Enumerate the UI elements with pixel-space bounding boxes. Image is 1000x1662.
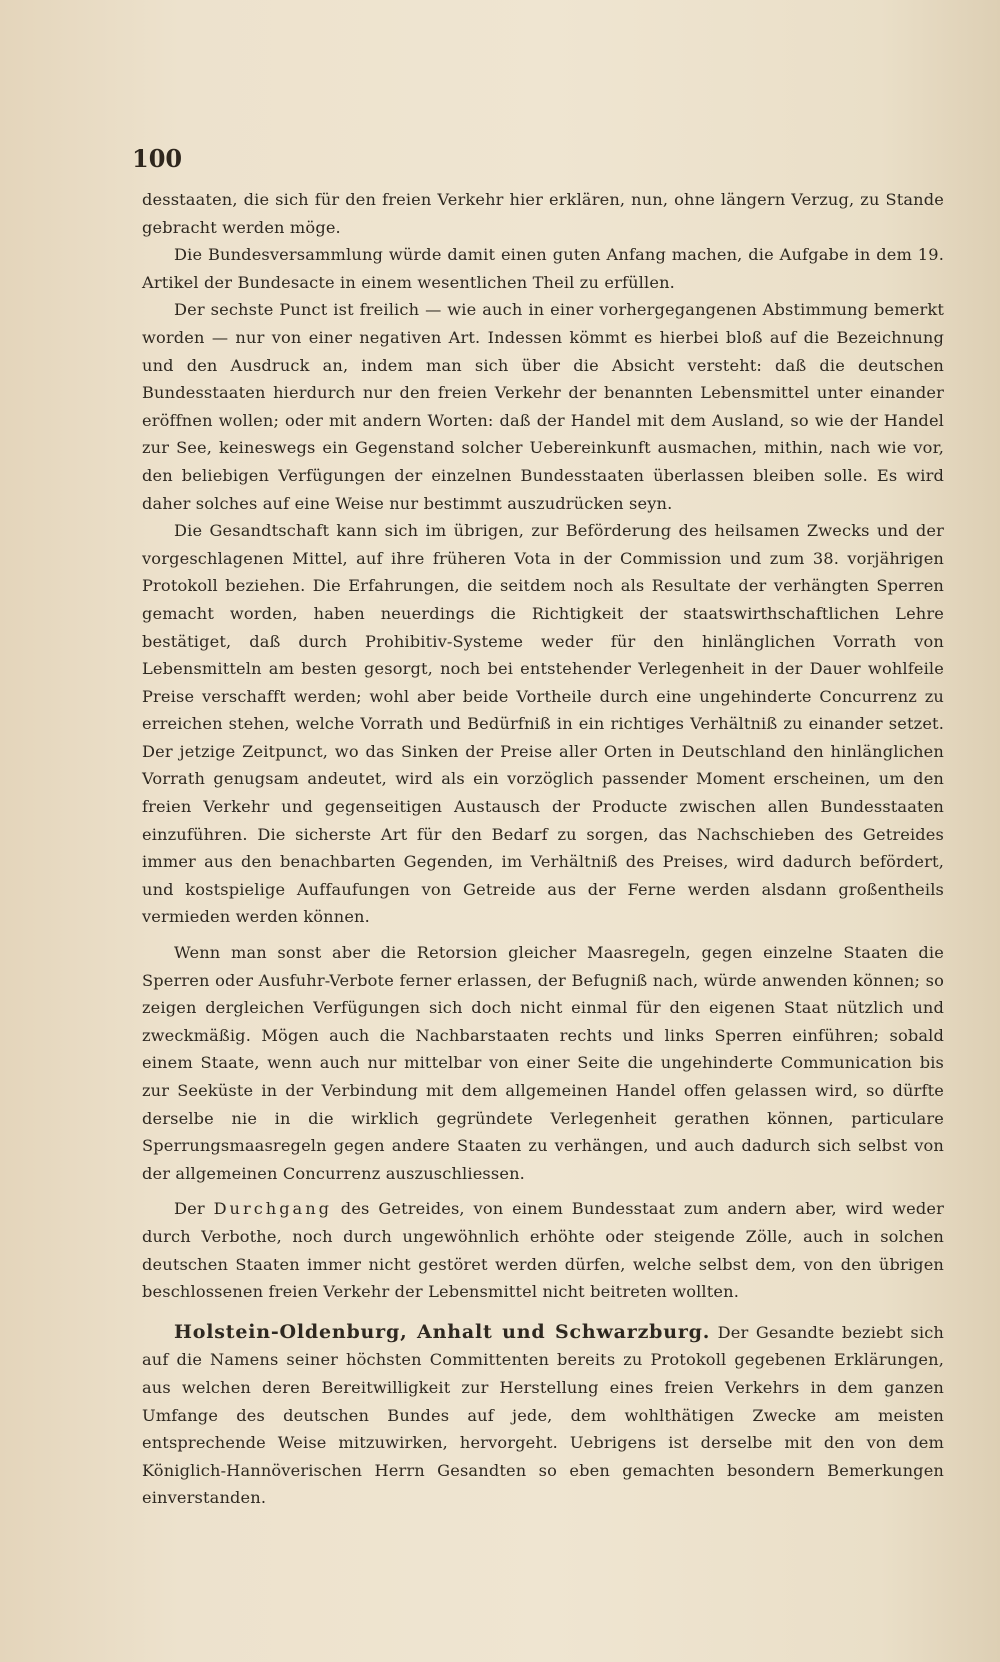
page-number: 100 [132, 144, 183, 173]
durchgang-lead: Der [174, 1199, 214, 1219]
section-heading-holstein-oldenburg: Holstein-Oldenburg, Anhalt und Schwarzburg. [174, 1320, 711, 1343]
paragraph-holstein-oldenburg [142, 1319, 944, 1512]
durchgang-emphasis: Durchgang [213, 1199, 332, 1219]
paragraph-durchgang [142, 1195, 944, 1305]
durchgang-text: des Getreides, von einem Bundesstaat zum andern aber, wird weder durch Verbothe, noch durch ungewöhnlich erhöhte oder steigende Zölle, auch in solchen deutschen Staaten immer nicht gestöret werden dürfen, welche selbst dem, von den übrigen beschlossenen freien Verkehr der Lebensmittel nicht beitreten wollten. [142, 1199, 944, 1302]
paragraph-gesandtschaft: Die Gesandtschaft kann sich im übrigen, zur Beförderung des heilsamen Zwecks und der vorgeschlagenen Mittel, auf ihre früheren Vota in der Commission und zum 38. vorjährigen Protokoll beziehen. Die Erfahrungen, die seitdem noch als Resultate der verhängten Sperren gemacht worden, haben neuerdings die Richtigkeit der staatswirthschaftlichen Lehre bestätiget, daß durch Prohibitiv-Systeme weder für den hinlänglichen Vorrath von Lebensmitteln am besten gesorgt, noch bei entstehender Verlegenheit in der Dauer wohlfeile Preise verschafft werden; wohl aber beide Vortheile durch eine ungehinderte Concurrenz zu erreichen stehen, welche Vorrath und Bedürfniß in ein richtiges Verhältniß zu einander setzet. Der jetzige Zeitpunct, wo das Sinken der Preise aller Orten in Deutschland den hinlänglichen Vorrath genugsam andeutet, wird als ein vorzöglich passender Moment erscheinen, um den freien Verkehr und gegenseitigen Austausch der Producte zwischen allen Bundesstaaten einzuführen. Die sicherste Art für den Bedarf zu sorgen, das Nachschieben des Getreides immer aus den benachbarten Gegenden, im Verhältniß des Preises, wird dadurch befördert, und kostspielige Auffaufungen von Getreide aus der Ferne werden alsdann großentheils vermieden werden können. [142, 521, 944, 927]
paragraph-bundesversammlung: Die Bundesversammlung würde damit einen guten Anfang machen, die Aufgabe in dem 19. Artikel der Bundesacte in einem wesentlichen Theil zu erfüllen. [142, 245, 944, 292]
body-text [142, 186, 944, 1512]
paragraph-continuation: desstaaten, die sich für den freien Verkehr hier erklären, nun, ohne längern Verzug, zu Stande gebracht werden möge. [142, 190, 944, 237]
paragraph-retorsion: Wenn man sonst aber die Retorsion gleicher Maasregeln, gegen einzelne Staaten die Sperren oder Ausfuhr-Verbote ferner erlassen, der Befugniß nach, würde anwenden können; so zeigen dergleichen Verfügungen sich doch nicht einmal für den eigenen Staat nützlich und zweckmäßig. Mögen auch die Nachbarstaaten rechts und links Sperren einführen; sobald einem Staate, wenn auch nur mittelbar von einer Seite die ungehinderte Communication bis zur Seeküste in der Verbindung mit dem allgemeinen Handel offen gelassen wird, so dürfte derselbe nie in die wirklich gegründete Verlegenheit gerathen können, particulare Sperrungsmaasregeln gegen andere Staaten zu verhängen, und auch dadurch sich selbst von der allgemeinen Concurrenz auszuschliessen. [142, 943, 944, 1183]
holstein-oldenburg-text: Der Gesandte beziebt sich auf die Namens seiner höchsten Committenten bereits zu Protokoll gegebenen Erklärungen, aus welchen deren Bereitwilligkeit zur Herstellung eines freien Verkehrs in dem ganzen Umfange des deutschen Bundes auf jede, dem wohlthätigen Zwecke am meisten entsprechende Weise mitzuwirken, hervorgeht. Uebrigens ist derselbe mit den von dem Königlich-Hannöverischen Herrn Gesandten so eben gemachten besondern Bemerkungen einverstanden. [142, 1322, 944, 1508]
paragraph-sechste-punct: Der sechste Punct ist freilich — wie auch in einer vorhergegangenen Abstimmung bemerkt worden — nur von einer negativen Art. Indessen kömmt es hierbei bloß auf die Bezeichnung und den Ausdruck an, indem man sich über die Absicht versteht: daß die deutschen Bundesstaaten hierdurch nur den freien Verkehr der benannten Lebensmittel unter einander eröffnen wollen; oder mit andern Worten: daß der Handel mit dem Ausland, so wie der Handel zur See, keineswegs ein Gegenstand solcher Uebereinkunft ausmachen, mithin, nach wie vor, den beliebigen Verfügungen der einzelnen Bundesstaaten überlassen bleiben solle. Es wird daher solches auf eine Weise nur bestimmt auszudrücken seyn. [142, 300, 944, 513]
